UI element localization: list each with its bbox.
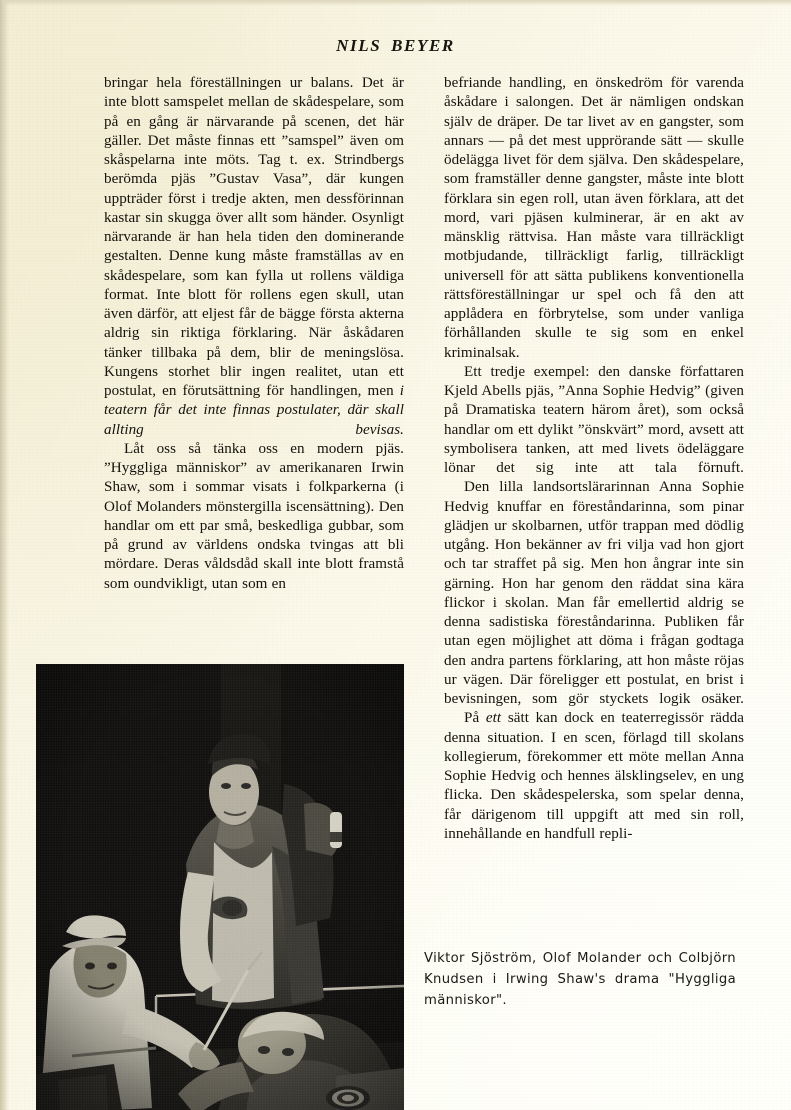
body-text: Ett tredje exempel: den danske författaren Kjeld Abells pjäs, ”Anna Sophie Hedvig” (given på Dramatiska teatern härom året), som också handlar om ett dylikt ”önskvärt” mord, avsett att symbolisera tanken, att med livets ödeläggare lönar det sig inte att tala förnuft.	[444, 363, 744, 476]
scan-edge-left	[0, 0, 9, 1110]
paragraph	[444, 363, 744, 479]
body-text: På	[464, 710, 486, 727]
body-text: sätt kan dock en teaterregissör rädda denna situation. I en scen, förlagd till skolans kollegierum, förekommer ett möte mellan Anna Sophie Hedvig och hennes älsklingselev, en ung flicka. Den skådespelerska, som spelar denna, får därigenom till uppgift att med sin roll, innehållande en handfull repli-	[444, 710, 744, 842]
body-text: befriande handling, en önskedröm för varenda åskådare i salongen. Det är nämligen ondskan själv de dräper. De tar livet av en gangster, som annars — på det mest upprörande sätt — skulle ödelägga livet för dem själva. Den skådespelare, som framställer denne gangster, måste inte blott förklara sin egen roll, utan även förklara, att det mord, vari pjäsen kulminerar, är en akt av mänsklig rättvisa. Han måste vara tillräckligt motbjudande, tillräckligt farlig, tillräckligt universell för att sätta publikens konventionella rättsföreställningar ur spel och få den att applådera en förbrytelse, som under vanliga förhållanden skulle te sig som en enkel kriminalsak.	[444, 75, 744, 361]
body-text: bringar hela föreställningen ur balans. Det är inte blott samspelet mellan de skådespelare, som på en gång är närvarande på scenen, det här gäller. Det måste finnas ett ”samspel” även om skåspelarna inte möts. Tag t. ex. Strindbergs berömda pjäs ”Gustav Vasa”, där kungen uppträder först i tredje akten, men dessförinnan kastar sin skugga över allt som händer. Osynligt närvarande är han hela tiden den dominerande gestalten. Denne kung måste framställas av en skådespelare, som kan fylla ut rollens väldiga format. Inte blott för rollens egen skull, utan även därför, att eljest får de bägge första akterna aldrig sin riktiga förklaring. När åskådaren tänker tillbaka på dem, blir de meningslösa. Kungens storhet blir ingen realitet, utan ett postulat, en förutsättning för handlingen, men	[104, 75, 404, 399]
paragraph	[444, 74, 744, 363]
body-text: Den lilla landsortslärarinnan Anna Sophie Hedvig knuffar en föreståndarinna, som pinar glädjen ur skolbarnen, utför trappan med dödlig utgång. Hon bekänner av fri vilja vad hon gjort och tar straffet på sig. Men hon ångrar inte sin gärning. Hon har genom den räddat sina kära flickor i skolan. Man får emellertid aldrig se denna sadistiska föreståndarinna. Publiken får utan egen möjlighet att döma i frågan godtaga den andra partens förklaring, att hon måste röjas ur vägen. Där föreligger ett postulat, en brist i bevisningen, som gör styckets logik osäker.	[444, 479, 744, 707]
photograph-content	[36, 664, 404, 1110]
photo-caption: Viktor Sjöström, Olof Molander och Colbjörn Knudsen i Irwing Shaw's drama "Hyggliga människor".	[424, 951, 736, 1008]
column-right	[444, 74, 744, 844]
column-left	[104, 74, 404, 594]
running-head: NILS BEYER	[336, 36, 455, 55]
theatre-photograph	[36, 664, 404, 1110]
emphasis-text: ett	[485, 710, 502, 727]
paragraph	[104, 440, 404, 594]
body-text: Låt oss så tänka oss en modern pjäs. ”Hyggliga människor” av amerikanaren Irwin Shaw, som i sommar visats i folkparkerna (i Olof Molanders mönstergilla iscensättning). Den handlar om ett par små, beskedliga gubbar, som på grund av världens ondska tvingas att bli mördare. Deras våldsdåd skall inte blott framstå som oundvikligt, utan som en	[104, 440, 404, 592]
paragraph	[104, 74, 404, 440]
scan-edge-top	[0, 0, 791, 6]
paragraph	[444, 478, 744, 709]
emphasis-text: i teatern får det inte finnas postulater, där skall allting bevisas.	[104, 383, 404, 438]
paragraph	[444, 709, 744, 844]
